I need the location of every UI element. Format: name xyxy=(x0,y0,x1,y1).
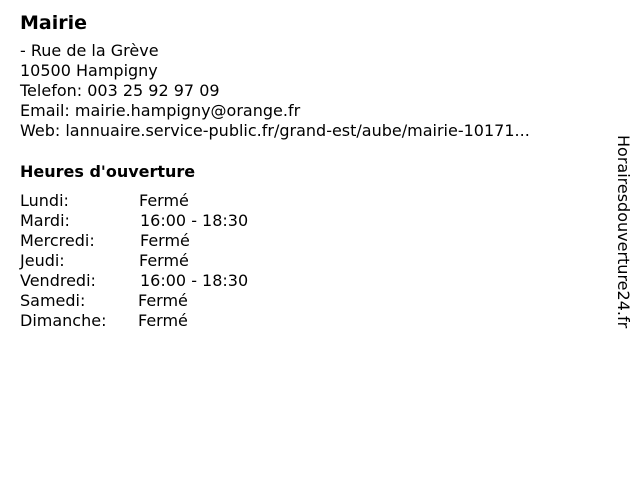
opening-hours-title: Heures d'ouverture xyxy=(20,162,196,181)
hours-value: Fermé xyxy=(138,291,188,310)
hours-row-friday xyxy=(20,271,600,291)
hours-row-wednesday xyxy=(20,231,600,251)
hours-row-sunday xyxy=(20,311,600,331)
address-city: 10500 Hampigny xyxy=(20,61,158,80)
hours-value: 16:00 - 18:30 xyxy=(140,211,249,230)
opening-hours-table xyxy=(20,191,600,331)
day-label: Mardi: xyxy=(20,211,70,230)
web-link[interactable]: Web: lannuaire.service-public.fr/grand-est/aube/mairie-10171... xyxy=(20,121,530,140)
business-card xyxy=(20,10,600,331)
email-line: Email: mairie.hampigny@orange.fr xyxy=(20,101,301,120)
hours-value: Fermé xyxy=(139,251,189,270)
hours-value: Fermé xyxy=(139,191,189,210)
day-label: Mercredi: xyxy=(20,231,95,250)
hours-value: 16:00 - 18:30 xyxy=(140,271,249,290)
site-watermark: Horairesdouverture24.fr xyxy=(614,135,633,329)
day-label: Samedi: xyxy=(20,291,86,310)
hours-row-monday xyxy=(20,191,600,211)
hours-row-saturday xyxy=(20,291,600,311)
hours-value: Fermé xyxy=(140,231,190,250)
web-line[interactable] xyxy=(20,121,600,141)
phone-line: Telefon: 003 25 92 97 09 xyxy=(20,81,220,100)
day-label: Dimanche: xyxy=(20,311,107,330)
day-label: Lundi: xyxy=(20,191,69,210)
hours-row-tuesday xyxy=(20,211,600,231)
day-label: Vendredi: xyxy=(20,271,96,290)
address-street: - Rue de la Grève xyxy=(20,41,159,60)
day-label: Jeudi: xyxy=(20,251,65,270)
hours-value: Fermé xyxy=(138,311,188,330)
hours-row-thursday xyxy=(20,251,600,271)
business-name: Mairie xyxy=(20,12,88,34)
